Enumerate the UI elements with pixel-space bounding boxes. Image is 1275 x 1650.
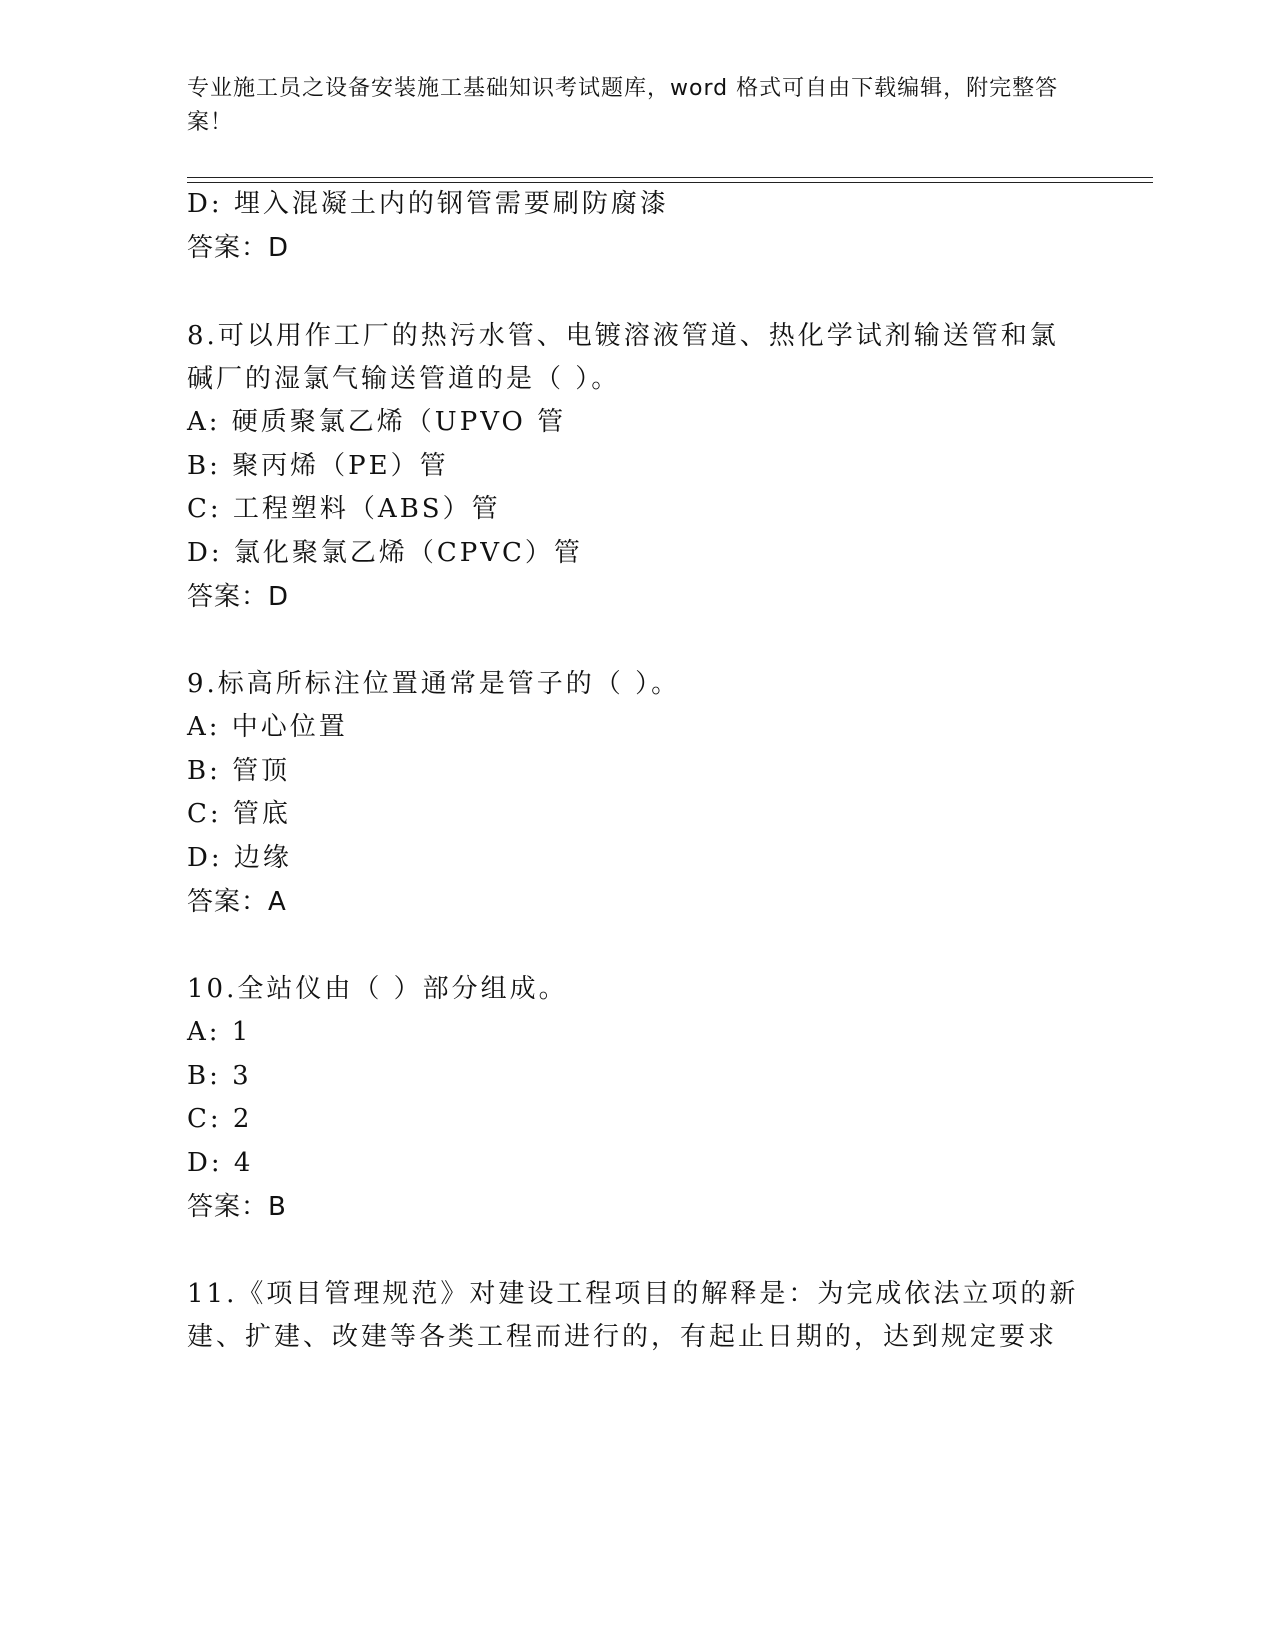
q8-option-a: A: 硬质聚氯乙烯（UPVO 管 xyxy=(187,407,567,437)
header-divider-bottom xyxy=(187,182,1153,183)
q9-stem: 9.标高所标注位置通常是管子的（ ）。 xyxy=(187,669,681,699)
q10-option-d: D: 4 xyxy=(187,1148,254,1178)
q7-option-d: D: 埋入混凝土内的钢管需要刷防腐漆 xyxy=(187,189,669,219)
q10-option-b: B: 3 xyxy=(187,1061,252,1091)
q11-stem-line1: 11.《项目管理规范》对建设工程项目的解释是：为完成依法立项的新 xyxy=(187,1279,1079,1309)
q11-stem-line2: 建、扩建、改建等各类工程而进行的，有起止日期的，达到规定要求 xyxy=(187,1322,1058,1352)
q10-option-a: A: 1 xyxy=(187,1017,252,1047)
q7-answer: 答案：D xyxy=(187,233,290,263)
q8-option-b: B: 聚丙烯（PE）管 xyxy=(187,451,449,481)
q9-answer: 答案：A xyxy=(187,887,287,917)
q10-stem: 10.全站仪由（ ）部分组成。 xyxy=(187,974,568,1004)
q9-option-d: D: 边缘 xyxy=(187,843,292,873)
q8-answer: 答案：D xyxy=(187,582,290,612)
q8-option-d: D: 氯化聚氯乙烯（CPVC）管 xyxy=(187,538,583,568)
q10-answer: 答案：B xyxy=(187,1192,287,1222)
header-divider-top xyxy=(187,177,1153,178)
q9-option-c: C: 管底 xyxy=(187,799,291,829)
q8-option-c: C: 工程塑料（ABS）管 xyxy=(187,494,501,524)
q10-option-c: C: 2 xyxy=(187,1104,253,1134)
q9-option-a: A: 中心位置 xyxy=(187,712,348,742)
q8-stem-line1: 8.可以用作工厂的热污水管、电镀溶液管道、热化学试剂输送管和氯 xyxy=(187,321,1059,351)
q9-option-b: B: 管顶 xyxy=(187,756,291,786)
document-header: 专业施工员之设备安装施工基础知识考试题库，word 格式可自由下载编辑，附完整答案！ xyxy=(187,76,1059,135)
q8-stem-line2: 碱厂的湿氯气输送管道的是（ ）。 xyxy=(187,364,621,394)
